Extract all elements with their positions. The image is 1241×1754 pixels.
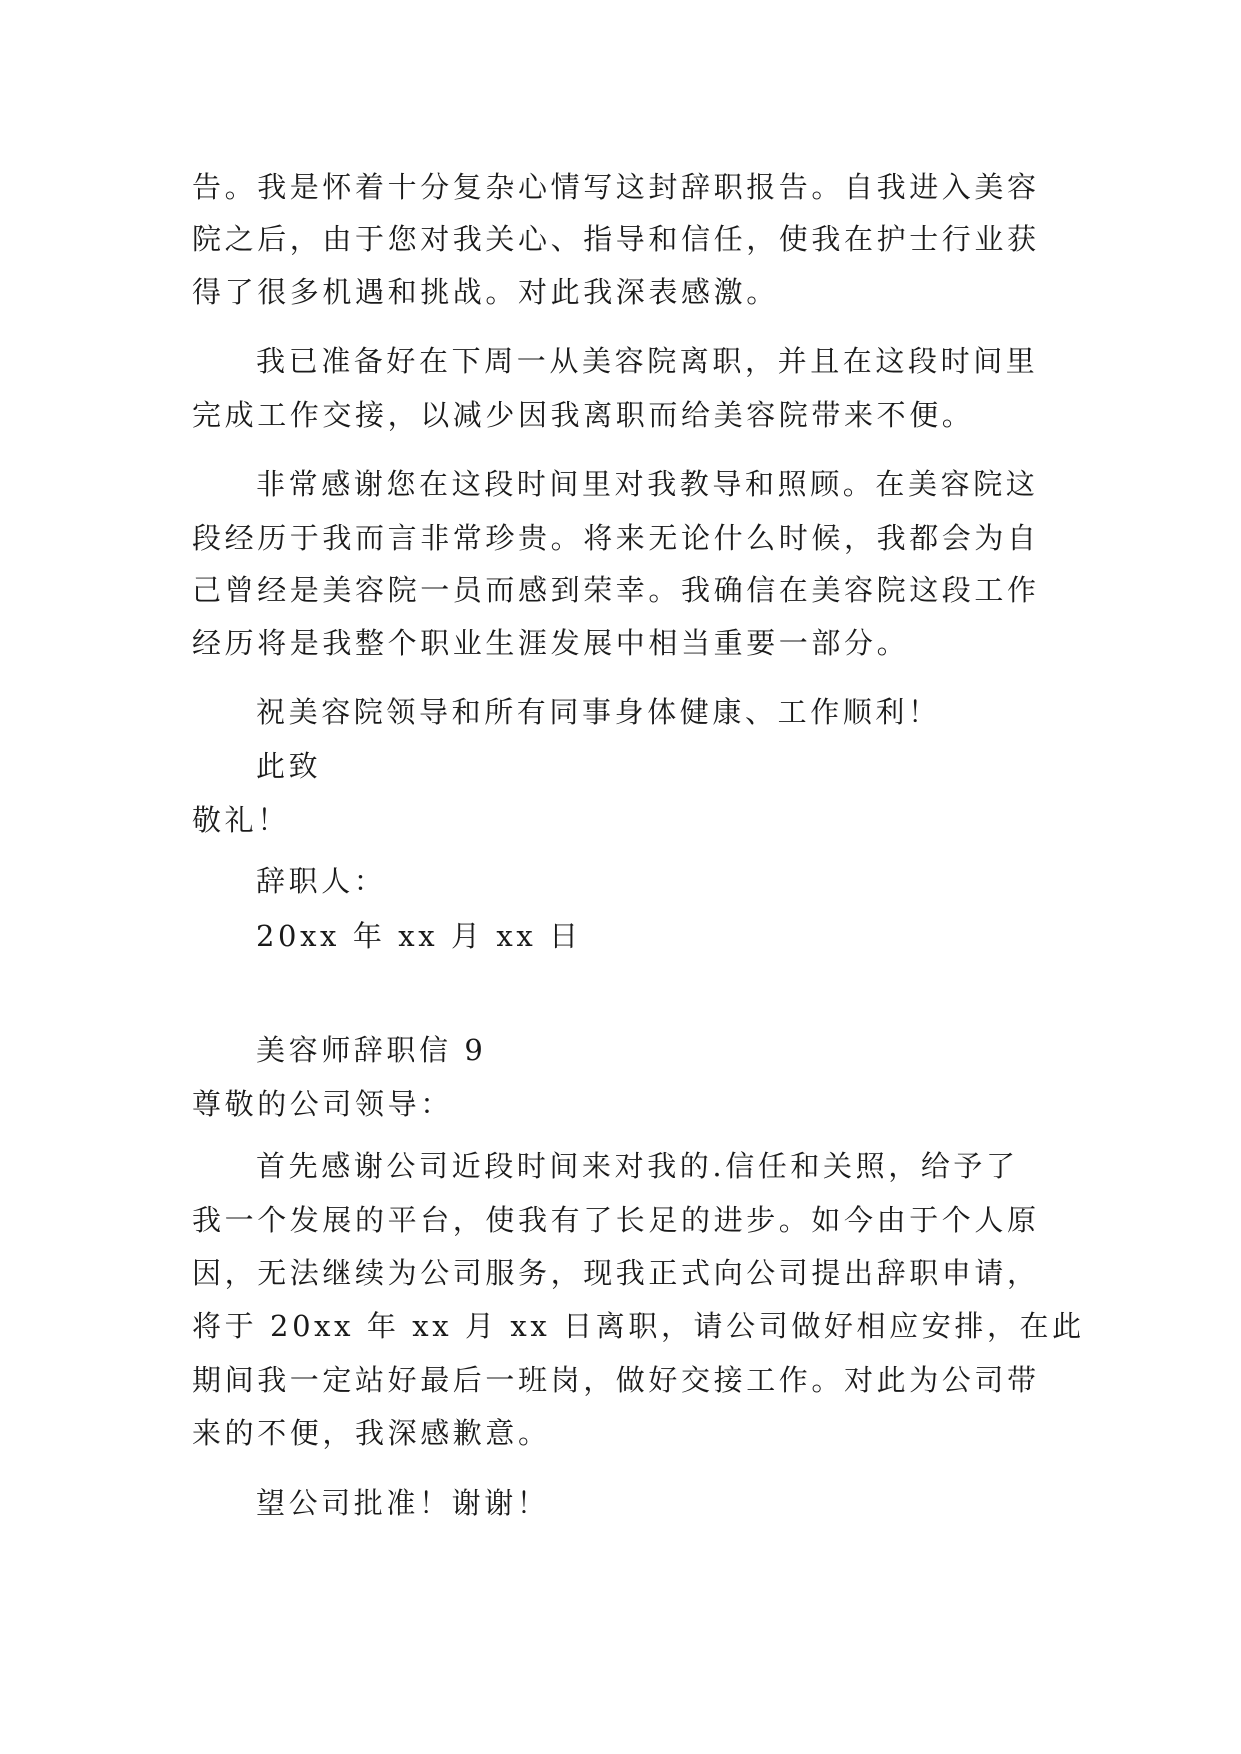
text-line: 我一个发展的平台，使我有了长足的进步。如今由于个人原 — [192, 1203, 1040, 1237]
text-line: 己曾经是美容院一员而感到荣幸。我确信在美容院这段工作 — [192, 573, 1040, 607]
paragraph-start: 非常感谢您在这段时间里对我教导和照顾。在美容院这 — [256, 467, 1039, 501]
text-line: 院之后，由于您对我关心、指导和信任，使我在护士行业获 — [192, 222, 1040, 256]
text-line: 段经历于我而言非常珍贵。将来无论什么时候，我都会为自 — [192, 521, 1040, 555]
text-line: 告。我是怀着十分复杂心情写这封辞职报告。自我进入美容 — [192, 170, 1040, 204]
date-line: 20xx 年 xx 月 xx 日 — [256, 919, 582, 953]
text-line: 将于 20xx 年 xx 月 xx 日离职，请公司做好相应安排，在此 — [192, 1309, 1085, 1343]
closing-request-line: 望公司批准！谢谢！ — [256, 1486, 550, 1520]
closing-line: 此致 — [256, 749, 322, 783]
text-line: 因，无法继续为公司服务，现我正式向公司提出辞职申请， — [192, 1256, 1040, 1290]
text-line: 得了很多机遇和挑战。对此我深表感激。 — [192, 275, 779, 309]
paragraph-start: 首先感谢公司近段时间来对我的.信任和关照，给予了 — [256, 1149, 1019, 1183]
salutation-line: 敬礼！ — [192, 803, 290, 837]
section-title: 美容师辞职信 9 — [256, 1033, 487, 1067]
text-line: 完成工作交接，以减少因我离职而给美容院带来不便。 — [192, 398, 975, 432]
text-line: 来的不便，我深感歉意。 — [192, 1416, 551, 1450]
text-line: 期间我一定站好最后一班岗，做好交接工作。对此为公司带 — [192, 1363, 1040, 1397]
greeting-line: 祝美容院领导和所有同事身体健康、工作顺利！ — [256, 695, 941, 729]
paragraph-start: 我已准备好在下周一从美容院离职，并且在这段时间里 — [256, 344, 1039, 378]
addressee-line: 尊敬的公司领导： — [192, 1087, 453, 1121]
text-line: 经历将是我整个职业生涯发展中相当重要一部分。 — [192, 626, 910, 660]
signature-label: 辞职人： — [256, 864, 387, 898]
